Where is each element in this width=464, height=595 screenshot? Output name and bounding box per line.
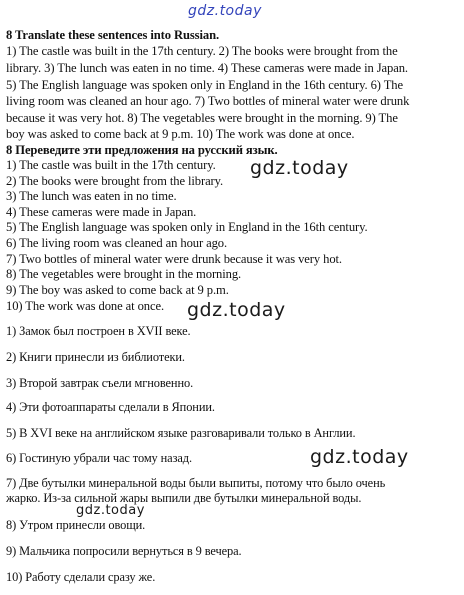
watermark: gdz.today [76,503,145,518]
list-item: 3) The lunch was eaten in no time. [6,189,177,203]
watermark-top: gdz.today [188,3,262,19]
watermark: gdz.today [187,299,286,321]
list-item: 6) The living room was cleaned an hour ago. [6,236,228,250]
list-item: 7) Two bottles of mineral water were drunk because it was very hot. [6,252,342,266]
watermark: gdz.today [310,446,409,468]
answer-line: 8) Утром принесли овощи. [6,518,146,532]
answer-line: 3) Второй завтрак съели мгновенно. [6,376,194,390]
exercise-line: boy was asked to come back at 9 p.m. 10) The work was done at once. [6,127,355,141]
list-item: 9) The boy was asked to come back at 9 p.m. [6,283,229,297]
watermark: gdz.today [250,157,349,179]
exercise-line: library. 3) The lunch was eaten in no time. 4) These cameras were made in Japan. [6,61,408,75]
list-item: 5) The English language was spoken only in England in the 16th century. [6,220,368,234]
answer-line: 5) В XVI веке на английском языке разговаривали только в Англии. [6,426,356,440]
exercise-heading-en: 8 Translate these sentences into Russian. [6,28,220,42]
answer-line: 9) Мальчика попросили вернуться в 9 вечера. [6,544,242,558]
list-item: 8) The vegetables were brought in the morning. [6,267,242,281]
answer-line: 2) Книги принесли из библиотеки. [6,350,185,364]
list-item: 10) The work was done at once. [6,299,164,313]
list-item: 4) These cameras were made in Japan. [6,205,197,219]
answer-line: жарко. Из-за сильной жары выпили две бутылки минеральной воды. [6,491,362,505]
exercise-line: living room was cleaned an hour ago. 7) Two bottles of mineral water were drunk [6,94,410,108]
answer-line: 6) Гостиную убрали час тому назад. [6,451,192,465]
exercise-line: 5) The English language was spoken only in England in the 16th century. 6) The [6,78,403,92]
answer-line: 10) Работу сделали сразу же. [6,570,156,584]
list-item: 2) The books were brought from the library. [6,174,224,188]
exercise-heading-ru: 8 Переведите эти предложения на русский язык. [6,143,278,157]
answer-line: 7) Две бутылки минеральной воды были выпиты, потому что было очень [6,476,386,490]
answer-line: 4) Эти фотоаппараты сделали в Японии. [6,400,215,414]
answer-line: 1) Замок был построен в XVII веке. [6,324,191,338]
exercise-line: because it was very hot. 8) The vegetables were brought in the morning. 9) The [6,111,398,125]
exercise-line: 1) The castle was built in the 17th century. 2) The books were brought from the [6,44,398,58]
list-item: 1) The castle was built in the 17th century. [6,158,216,172]
